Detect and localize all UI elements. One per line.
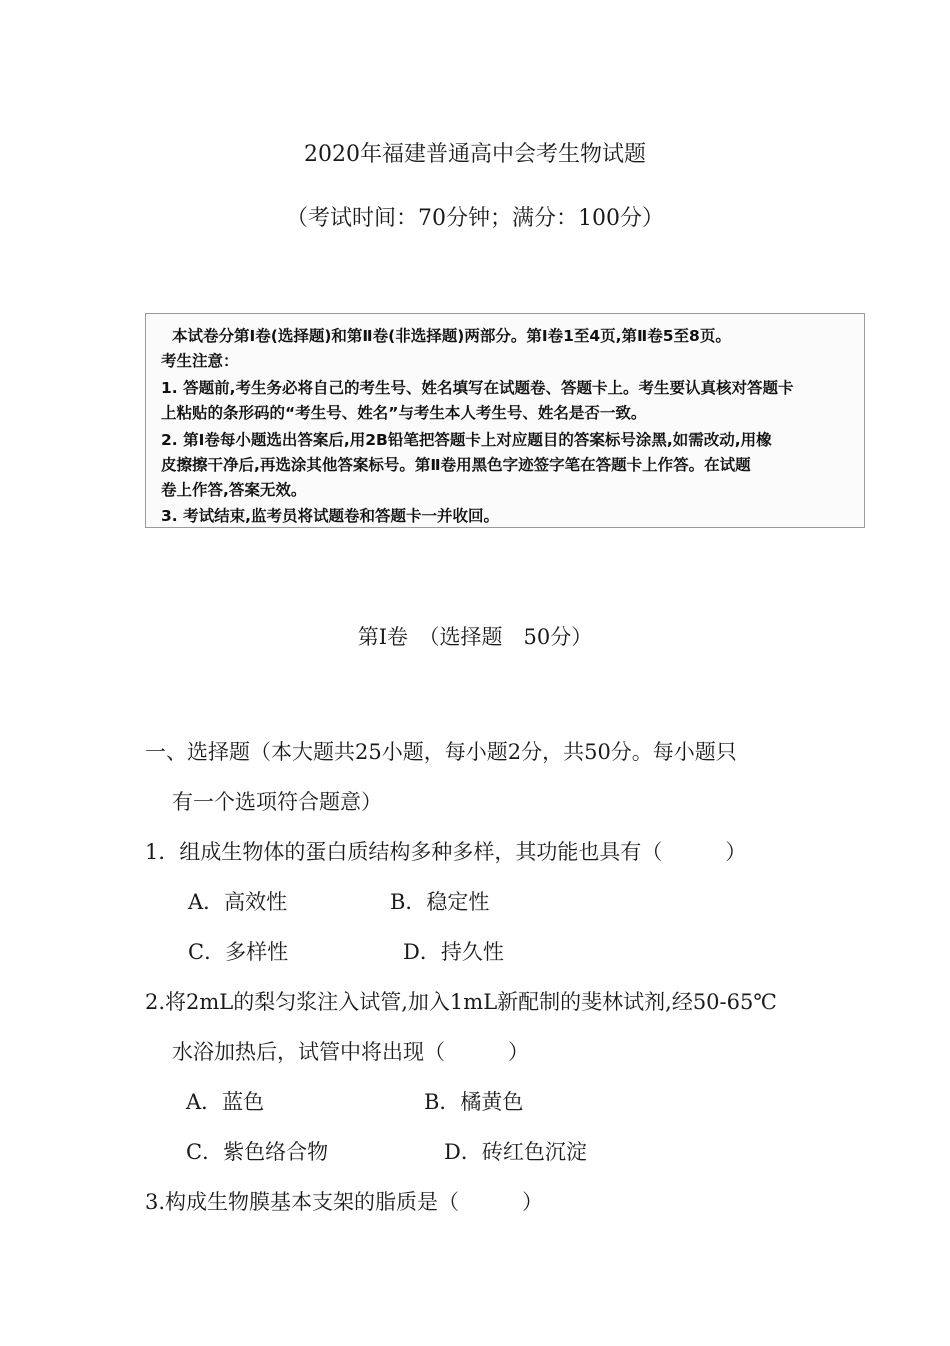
question-1-option-b: B．稳定性 bbox=[390, 890, 490, 914]
question-1-option-c: C．多样性 bbox=[188, 940, 289, 964]
question-2-option-c: C．紫色络合物 bbox=[186, 1140, 329, 1164]
notice-item-1-cont: 上粘贴的条形码的“考生号、姓名”与考生本人考生号、姓名是否一致。 bbox=[161, 404, 647, 422]
page-title: 2020年福建普通高中会考生物试题 bbox=[304, 142, 646, 167]
question-1-option-a: A．高效性 bbox=[188, 890, 288, 914]
question-2-option-a: A．蓝色 bbox=[186, 1090, 265, 1114]
notice-item-2-cont2: 卷上作答,答案无效。 bbox=[161, 481, 307, 499]
notice-item-1: 1. 答题前,考生务必将自己的考生号、姓名填写在试题卷、答题卡上。考生要认真核对答题卡 bbox=[161, 379, 794, 397]
question-1-stem: 1．组成生物体的蛋白质结构多种多样，其功能也具有（ ） bbox=[145, 840, 747, 864]
notice-item-3: 3. 考试结束,监考员将试题卷和答题卡一并收回。 bbox=[161, 507, 499, 525]
question-3-stem: 3.构成生物膜基本支架的脂质是（ ） bbox=[145, 1190, 544, 1214]
question-2-stem: 2.将2mL的梨匀浆注入试管,加入1mL新配制的斐林试剂,经50-65℃ bbox=[145, 990, 777, 1014]
question-2-option-b: B．橘黄色 bbox=[424, 1090, 524, 1114]
question-2-option-d: D．砖红色沉淀 bbox=[444, 1140, 587, 1164]
notice-heading: 考生注意： bbox=[161, 352, 239, 370]
part-intro-cont: 有一个选项符合题意） bbox=[172, 790, 382, 814]
question-2-stem-cont: 水浴加热后，试管中将出现（ ） bbox=[172, 1040, 529, 1064]
exam-info: （考试时间：70分钟；满分：100分） bbox=[286, 206, 664, 231]
notice-item-2: 2. 第Ⅰ卷每小题选出答案后,用2B铅笔把答题卡上对应题目的答案标号涂黑,如需改动,用橡 bbox=[161, 431, 772, 449]
section-heading: 第Ⅰ卷 （选择题 50分） bbox=[357, 625, 593, 649]
notice-intro: 本试卷分第Ⅰ卷(选择题)和第Ⅱ卷(非选择题)两部分。第Ⅰ卷1至4页,第Ⅱ卷5至8页。 bbox=[172, 327, 731, 345]
question-1-option-d: D．持久性 bbox=[403, 940, 504, 964]
notice-box bbox=[145, 313, 865, 528]
part-intro: 一、选择题（本大题共25小题，每小题2分，共50分。每小题只 bbox=[145, 740, 737, 764]
notice-item-2-cont: 皮擦擦干净后,再选涂其他答案标号。第Ⅱ卷用黑色字迹签字笔在答题卡上作答。在试题 bbox=[161, 456, 751, 474]
